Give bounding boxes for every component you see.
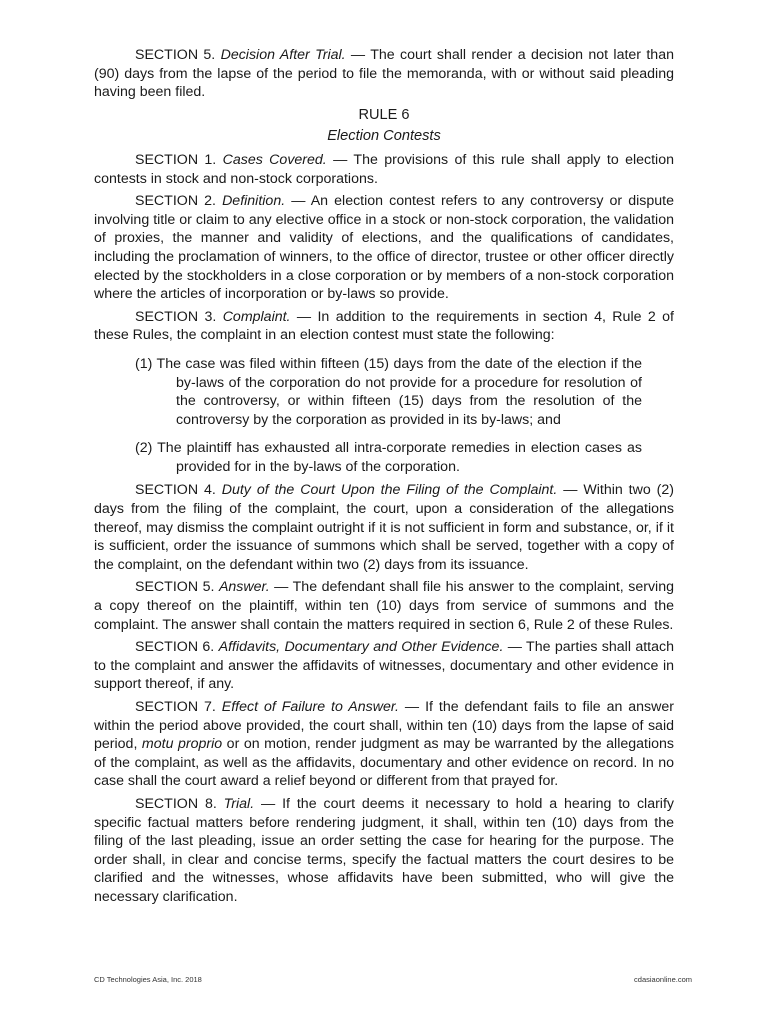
section-6-affidavits (94, 638, 674, 694)
footer-copyright: CD Technologies Asia, Inc. 2018 (94, 975, 202, 984)
document-page (94, 46, 674, 911)
section-5-decision-after-trial (94, 46, 674, 102)
section-title: Answer. (218, 579, 270, 596)
section-title: Effect of Failure to Answer. (221, 699, 399, 715)
em-dash: — (345, 47, 371, 63)
section-8-trial (94, 795, 674, 907)
latin-term: motu proprio (141, 736, 223, 753)
section-body: The provisions of this rule shall apply to election contests in stock and non-stock corporations. (94, 151, 674, 187)
rule-heading: RULE 6 (358, 106, 410, 123)
section-title: Definition. (222, 193, 286, 210)
em-dash: — (557, 482, 584, 499)
section-title: Cases Covered. (222, 151, 327, 168)
em-dash: — (326, 151, 354, 168)
section-title: Decision After Trial. (220, 47, 346, 63)
section-body: In addition to the requirements in section 4, Rule 2 of these Rules, the complaint in an election contest must state the following: (94, 308, 674, 344)
section-label: SECTION 5. (135, 579, 215, 596)
section-body: If the court deems it necessary to hold a hearing to clarify specific factual matters before rendering judgment, it shall, within ten (10) days from the filing of the last pleading, issue an order setting the case for hearing for the purpose. The order shall, in clear and concise terms, specify the factual matters the court desires to be clarified and the witnesses, whose affidavits have been submitted, who will give the necessary clarification. (94, 795, 674, 905)
em-dash: — (503, 639, 527, 656)
em-dash: — (290, 308, 318, 325)
section-5-answer (94, 578, 674, 634)
em-dash: — (399, 699, 426, 715)
section-label: SECTION 6. (135, 639, 215, 656)
section-body: The court shall render a decision not later than (90) days from the lapse of the period to file the memoranda, with or without said pleading having been filed. (94, 47, 674, 101)
em-dash: — (254, 795, 283, 812)
section-label: SECTION 8. (135, 795, 217, 812)
section-7-failure-to-answer (94, 698, 674, 791)
footer-website: cdasiaonline.com (634, 975, 692, 984)
section-title: Trial. (223, 795, 255, 812)
list-item-2: (2) The plaintiff has exhausted all intra-corporate remedies in election cases as provided for in the by-laws of the corporation. (135, 440, 642, 475)
section-label: SECTION 4. (135, 482, 216, 499)
section-body: The defendant shall file his answer to the complaint, serving a copy thereof on the plaintiff, within ten (10) days from service of summons and the complaint. The answer shall contain the matters required in section 6, Rule 2 of these Rules. (94, 579, 674, 633)
section-title: Complaint. (222, 308, 291, 325)
section-body: The parties shall attach to the complaint and answer the affidavits of witnesses, documentary and other evidence in support thereof, if any. (94, 639, 674, 693)
section-body-b: or on motion, render judgment as may be warranted by the allegations of the complaint, as well as the affidavits, documentary and other evidence on record. In no case shall the court award a relief beyond or different from that prayed for. (94, 736, 674, 790)
rule-subheading: Election Contests (327, 128, 441, 145)
page-footer (94, 975, 692, 984)
section-label: SECTION 2. (135, 193, 216, 210)
section-3-complaint (94, 308, 674, 345)
section-body: Within two (2) days from the filing of the complaint, the court, upon a consideration of the allegations thereof, may dismiss the complaint outright if it is not sufficient in form and substance, or, if it is sufficient, order the issuance of summons which shall be served, together with a copy of the complaint, on the defendant within two (2) days from its issuance. (94, 482, 674, 573)
em-dash: — (269, 579, 293, 596)
section-2-definition (94, 192, 674, 304)
section-4-duty-of-court (94, 481, 674, 574)
section-body-a: If the defendant fails to file an answer within the period above provided, the court shall, within ten (10) days from the lapse of said period, (94, 699, 675, 753)
section-label: SECTION 1. (135, 151, 217, 168)
section-label: SECTION 7. (135, 699, 216, 715)
section-1-cases-covered (94, 151, 674, 188)
em-dash: — (285, 193, 311, 210)
section-title: Affidavits, Documentary and Other Evidence. (218, 639, 504, 656)
section-label: SECTION 3. (135, 308, 217, 325)
section-title: Duty of the Court Upon the Filing of the Complaint. (221, 482, 558, 499)
section-body: An election contest refers to any controversy or dispute involving title or claim to any elective office in a stock or non-stock corporation, the validation of proxies, the manner and validity of elections, and the qualifications of candidates, including the proclamation of winners, to the office of director, trustee or other officer directly elected by the stockholders in a close corporation or by members of a non-stock corporation where the articles of incorporation or by-laws so provide. (94, 193, 674, 303)
section-label: SECTION 5. (135, 47, 216, 63)
list-item-1: (1) The case was filed within fifteen (15) days from the date of the election if the by-laws of the corporation do not provide for a procedure for resolution of the controversy, or within fifteen (15) days from the resolution of the controversy by the corporation as provided in its by-laws; and (135, 355, 642, 428)
